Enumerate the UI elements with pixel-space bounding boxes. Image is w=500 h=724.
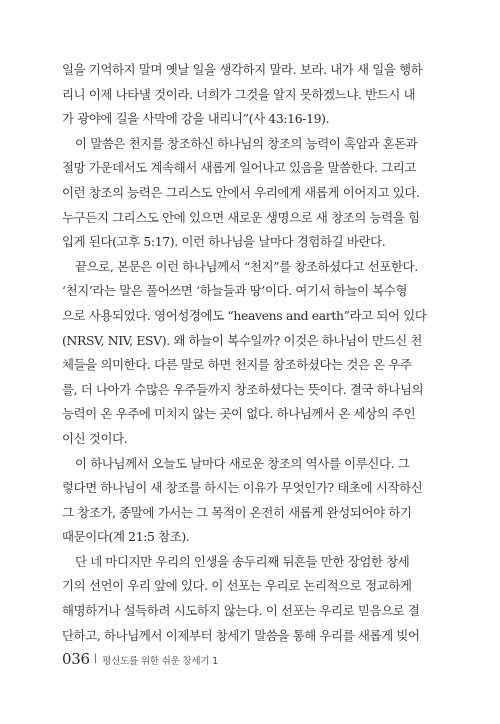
page-footer <box>62 650 218 668</box>
text-line: ‘천지’라는 말은 풀어쓰면 ‘하늘들과 땅’이다. 여기서 하늘이 복수형 <box>62 283 408 299</box>
text-line: 누구든지 그리스도 안에 있으면 새로운 생명으로 새 창조의 능력을 힘 <box>62 209 420 225</box>
text-line: (NRSV, NIV, ESV). 왜 하늘이 복수일까? 이것은 하나님이 만드신 천 <box>62 332 423 348</box>
text-line: 이런 창조의 능력은 그리스도 안에서 우리에게 새롭게 이어지고 있다. <box>62 184 420 200</box>
page-number: 036 <box>62 650 90 668</box>
text-line: 를, 더 나아가 수많은 우주들까지 창조하셨다는 뜻이다. 결국 하나님의 <box>62 381 424 397</box>
text-line: 능력이 온 우주에 미치지 않는 곳이 없다. 하나님께서 온 세상의 주인 <box>62 406 416 422</box>
text-line: 절망 가운데서도 계속해서 새롭게 일어나고 있음을 말씀한다. 그리고 <box>62 160 417 176</box>
text-line: 렇다면 하나님이 새 창조를 하시는 이유가 무엇인가? 태초에 시작하신 <box>62 480 423 496</box>
text-line: 리니 이제 나타낼 것이라. 너희가 그것을 알지 못하겠느냐. 반드시 내 <box>62 86 416 102</box>
text-line: 일을 기억하지 말며 옛날 일을 생각하지 말라. 보라. 내가 새 일을 행하 <box>62 62 423 77</box>
body-text <box>62 58 446 648</box>
text-line: 으로 사용되었다. 영어성경에도 “heavens and earth”라고 되어 있다 <box>62 307 427 323</box>
text-line: 가 광야에 길을 사막에 강을 내리니”(사 43:16-19). <box>62 111 330 127</box>
text-line: 그 창조가, 종말에 가서는 그 목적이 온전히 새롭게 완성되어야 하기 <box>62 504 412 520</box>
text-line: 체들을 의미한다. 다른 말로 하면 천지를 창조하셨다는 것은 온 우주 <box>62 357 412 373</box>
paragraph-start-line: 이 말씀은 천지를 창조하신 하나님의 창조의 능력이 혹암과 혼돈과 <box>75 135 418 151</box>
paragraph-start-line: 이 하나님께서 오늘도 날마다 새로운 창조의 역사를 이루신다. 그 <box>75 455 410 471</box>
text-line: 단하고, 하나님께서 이제부터 창세기 말씀을 통해 우리를 새롭게 빚어 <box>62 627 420 643</box>
text-line: 때문이다(계 21:5 참조). <box>62 529 190 545</box>
running-title: 평신도를 위한 쉬운 창세기 1 <box>102 656 218 667</box>
text-line: 이신 것이다. <box>62 430 128 446</box>
text-line: 입게 된다(고후 5:17). 이런 하나님을 날마다 경험하길 바란다. <box>62 234 386 250</box>
footer-separator: | <box>93 653 98 664</box>
text-line: 해명하거나 설득하려 시도하지 않는다. 이 선포는 우리로 믿음으로 결 <box>62 603 420 619</box>
text-line: 기의 선언이 우리 앞에 있다. 이 선포는 우리로 논리적으로 정교하게 <box>62 578 412 594</box>
paragraph-start-line: 끝으로, 본문은 이런 하나님께서 “천지”를 창조하셨다고 선포한다. <box>75 258 418 274</box>
paragraph-start-line: 단 네 마디지만 우리의 인생을 송두리째 뒤흔들 만한 장엄한 창세 <box>75 553 410 569</box>
